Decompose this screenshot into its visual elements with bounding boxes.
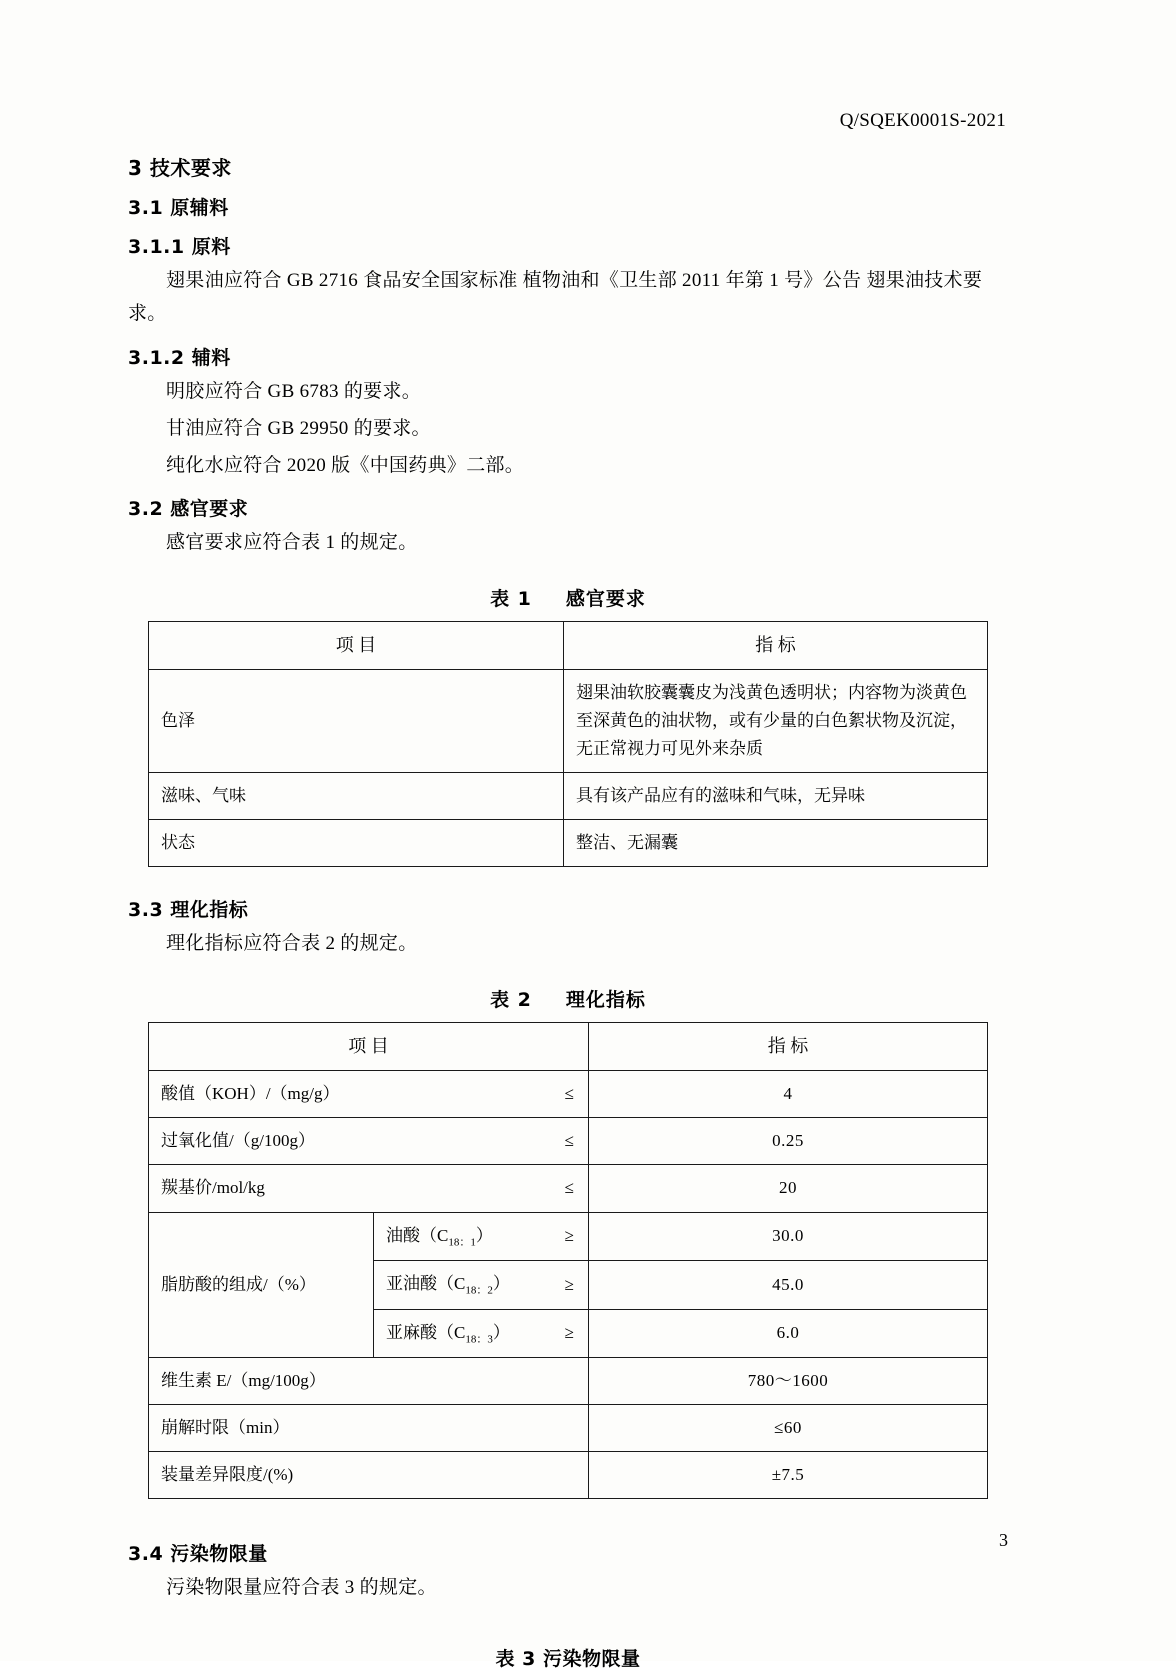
table-2-item-carbonyl-text: 羰基价/mol/kg <box>161 1178 265 1198</box>
table-2-group-fatty-acid: 脂肪酸的组成/（%） <box>149 1212 374 1358</box>
paragraph-3-1-2-line-3: 纯化水应符合 2020 版《中国药典》二部。 <box>166 455 525 476</box>
table-2-op-linoleic-acid: ≥ <box>564 1274 574 1294</box>
table-2-item-linoleic-acid-sub: 18：2 <box>465 1284 493 1297</box>
table-2-item-linoleic-acid-close: ） <box>492 1274 510 1294</box>
table-physicochemical-indicators <box>148 1022 988 1500</box>
table-1-header-item: 项 目 <box>149 621 564 670</box>
table-row <box>149 1165 988 1212</box>
paragraph-3-4: 污染物限量应符合表 3 的规定。 <box>166 1577 437 1599</box>
table-2-item-linolenic-acid-sub: 18：3 <box>465 1332 493 1345</box>
heading-3-1-1-raw-material: 3.1.1 原料 <box>128 236 231 258</box>
table-2-item-oleic-acid-sub: 18：1 <box>448 1235 476 1248</box>
table-2-item-vitamin-e: 维生素 E/（mg/100g） <box>149 1358 589 1405</box>
table-3-caption: 表 3 污染物限量 <box>495 1648 641 1671</box>
table-2-caption-title: 理化指标 <box>565 988 646 1011</box>
page-content <box>128 110 1008 1671</box>
table-2-value-disintegration: ≤60 <box>589 1405 988 1452</box>
table-row <box>149 773 988 820</box>
paragraph-3-3: 理化指标应符合表 2 的规定。 <box>166 933 418 955</box>
table-1-spec-color: 翅果油软胶囊囊皮为浅黄色透明状；内容物为淡黄色至深黄色的油状物，或有少量的白色絮状物及沉淀，无正常视力可见外来杂质 <box>564 670 988 773</box>
table-1-caption-label: 表 1 <box>490 587 532 610</box>
table-2-item-acid-value-text: 酸值（KOH）/（mg/g） <box>161 1084 340 1104</box>
table-2-item-oleic-acid <box>374 1212 589 1261</box>
table-2-value-oleic-acid: 30.0 <box>589 1212 988 1261</box>
table-2-caption-label: 表 2 <box>490 988 532 1011</box>
table-2-op-carbonyl: ≤ <box>564 1178 574 1198</box>
table-2-value-linolenic-acid: 6.0 <box>589 1309 988 1358</box>
table-row <box>149 820 988 867</box>
table-2-item-linolenic-acid-text: 亚麻酸（C <box>386 1322 466 1342</box>
table-1-caption-title: 感官要求 <box>565 587 646 610</box>
paragraph-3-1-1: 翅果油应符合 GB 2716 食品安全国家标准 植物油和《卫生部 2011 年第 1 号》公告 翅果油技术要求。 <box>128 270 983 325</box>
table-2-op-oleic-acid: ≥ <box>564 1226 574 1246</box>
table-2-header-spec: 指 标 <box>589 1022 988 1071</box>
table-1-item-taste: 滋味、气味 <box>149 773 564 820</box>
table-row-header <box>149 621 988 670</box>
paragraph-3-1-2-line-2: 甘油应符合 GB 29950 的要求。 <box>166 417 431 439</box>
table-row <box>149 1452 988 1499</box>
heading-3-2-sensory: 3.2 感官要求 <box>128 498 249 521</box>
heading-3-3-physicochemical: 3.3 理化指标 <box>128 899 249 922</box>
table-2-value-peroxide: 0.25 <box>589 1118 988 1165</box>
table-2-item-carbonyl <box>149 1165 589 1212</box>
table-1-item-color: 色泽 <box>149 670 564 773</box>
table-row <box>149 1358 988 1405</box>
table-2-caption <box>128 985 1008 1012</box>
table-2-item-linoleic-acid-text: 亚油酸（C <box>386 1274 466 1294</box>
paragraph-3-1-2-line-1: 明胶应符合 GB 6783 的要求。 <box>166 380 422 402</box>
table-2-op-acid-value: ≤ <box>564 1084 574 1104</box>
table-2-value-linoleic-acid: 45.0 <box>589 1261 988 1310</box>
table-2-item-acid-value <box>149 1071 589 1118</box>
table-2-value-acid-value: 4 <box>589 1071 988 1118</box>
table-2-value-fill-variation: ±7.5 <box>589 1452 988 1499</box>
document-code: Q/SQEK0001S-2021 <box>839 110 1006 131</box>
table-2-header-item: 项 目 <box>149 1022 589 1071</box>
table-1-caption <box>128 584 1008 611</box>
table-row <box>149 1212 988 1261</box>
table-2-value-carbonyl: 20 <box>589 1165 988 1212</box>
table-row <box>149 1071 988 1118</box>
table-row <box>149 1118 988 1165</box>
table-1-header-spec: 指 标 <box>564 621 988 670</box>
table-row-header <box>149 1022 988 1071</box>
table-row <box>149 1405 988 1452</box>
table-2-item-fill-variation: 装量差异限度/(%) <box>149 1452 589 1499</box>
paragraph-3-2: 感官要求应符合表 1 的规定。 <box>166 532 418 554</box>
table-2-op-linolenic-acid: ≥ <box>564 1323 574 1343</box>
table-2-item-peroxide <box>149 1118 589 1165</box>
heading-3-1-2-auxiliary: 3.1.2 辅料 <box>128 346 231 369</box>
table-2-item-peroxide-text: 过氧化值/（g/100g） <box>161 1131 315 1151</box>
table-1-spec-taste: 具有该产品应有的滋味和气味，无异味 <box>564 773 988 820</box>
table-2-item-oleic-acid-close: ） <box>475 1225 493 1245</box>
table-2-item-oleic-acid-text: 油酸（C <box>386 1225 449 1245</box>
table-2-item-disintegration: 崩解时限（min） <box>149 1405 589 1452</box>
table-2-item-linolenic-acid <box>374 1309 589 1358</box>
table-sensory-requirements <box>148 621 988 868</box>
heading-3-1-raw-materials: 3.1 原辅料 <box>128 197 229 219</box>
table-2-item-linoleic-acid <box>374 1261 589 1310</box>
heading-3-4-contaminant-limits: 3.4 污染物限量 <box>128 1543 268 1566</box>
table-1-item-state: 状态 <box>149 820 564 867</box>
table-1-spec-state: 整洁、无漏囊 <box>564 820 988 867</box>
table-2-item-linolenic-acid-close: ） <box>492 1322 510 1342</box>
table-row <box>149 670 988 773</box>
heading-3-technical-requirements: 3 技术要求 <box>128 156 232 180</box>
page-number: 3 <box>999 1530 1008 1550</box>
table-2-value-vitamin-e: 780～1600 <box>589 1358 988 1405</box>
table-2-op-peroxide: ≤ <box>564 1131 574 1151</box>
